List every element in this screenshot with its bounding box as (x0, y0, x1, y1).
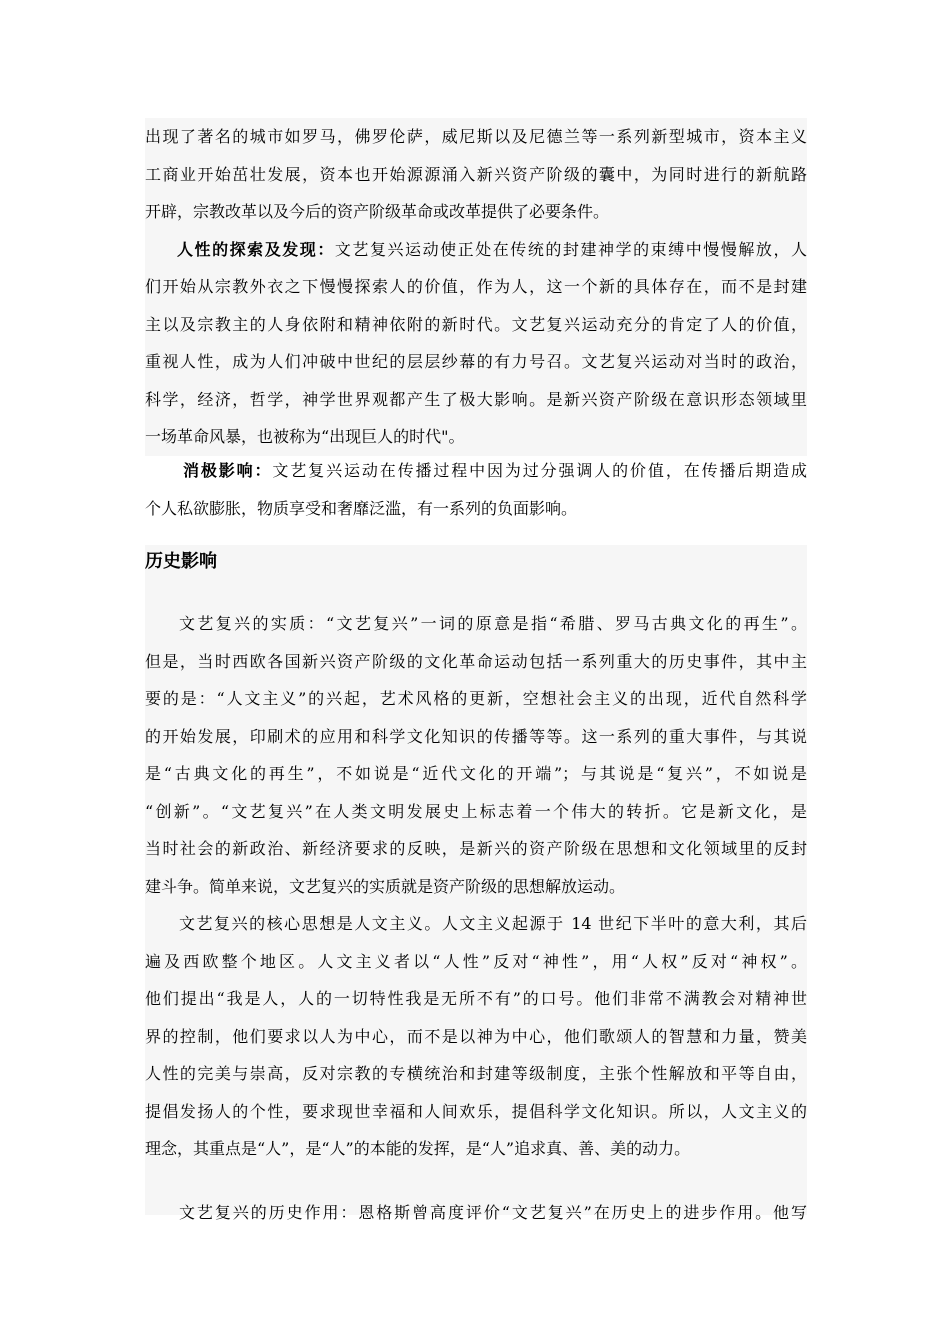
intro-line-1: 出现了著名的城市如罗马，佛罗伦萨，威尼斯以及尼德兰等一系列新型城市，资本主义 (145, 127, 807, 146)
humanism-section (145, 118, 807, 456)
humanity-line-6: 一场革命风暴，也被称为“出现巨人的时代"。 (145, 427, 465, 446)
humanity-line-4: 重视人性，成为人们冲破中世纪的层层纱幕的有力号召。文艺复兴运动对当时的政治， (145, 352, 807, 371)
intro-line-3: 开辟，宗教改革以及今后的资产阶级革命或改革提供了必要条件。 (145, 202, 610, 221)
historical-influence-section (145, 545, 807, 1222)
essence-line-4: 的开始发展，印刷术的应用和科学文化知识的传播等等。这一系列的重大事件，与其说 (145, 726, 807, 746)
essence-line-2: 但是，当时西欧各国新兴资产阶级的文化革命运动包括一系列重大的历史事件，其中主 (145, 651, 807, 671)
humanity-line-3: 主以及宗教主的人身依附和精神依附的新时代。文艺复兴运动充分的肯定了人的价值， (145, 314, 807, 334)
intro-line-2: 工商业开始茁壮发展，资本也开始源源涌入新兴资产阶级的囊中，为同时进行的新航路 (145, 164, 807, 184)
core-line-1: 文艺复兴的核心思想是人文主义。人文主义起源于 14 世纪下半叶的意大利，其后 (179, 914, 807, 933)
negative-paragraph-first-line (145, 452, 807, 490)
negative-first-text: 文艺复兴运动在传播过程中因为过分强调人的价值，在传播后期造成 (272, 461, 807, 480)
essence-line-6: “创新”。“文艺复兴”在人类文明发展史上标志着一个伟大的转折。它是新文化，是 (145, 801, 807, 821)
negative-line-2: 个人私欲膨胀，物质享受和奢靡泛滥，有一系列的负面影响。 (145, 498, 578, 518)
humanity-label: 人性的探索及发现： (177, 239, 335, 259)
core-line-4: 界的控制，他们要求以人为中心，而不是以神为中心，他们歌颂人的智慧和力量，赞美 (145, 1026, 807, 1046)
essence-line-8: 建斗争。简单来说，文艺复兴的实质就是资产阶级的思想解放运动。 (145, 876, 626, 896)
role-line-1: 文艺复兴的历史作用：恩格斯曾高度评价“文艺复兴”在历史上的进步作用。他写 (179, 1202, 807, 1222)
essence-line-7: 当时社会的新政治、新经济要求的反映，是新兴的资产阶级在思想和文化领域里的反封 (145, 839, 807, 858)
core-line-5: 人性的完美与崇高，反对宗教的专横统治和封建等级制度，主张个性解放和平等自由， (145, 1064, 807, 1083)
core-line-7: 理念，其重点是“人”，是“人”的本能的发挥，是“人”追求真、善、美的动力。 (145, 1139, 691, 1158)
humanity-line-5: 科学，经济，哲学，神学世界观都产生了极大影响。是新兴资产阶级在意识形态领域里 (145, 389, 807, 409)
humanity-line-2: 们开始从宗教外衣之下慢慢探索人的价值，作为人，这一个新的具体存在，而不是封建 (145, 277, 807, 296)
negative-label: 消极影响： (183, 461, 273, 480)
section-heading: 历史影响 (145, 551, 217, 572)
humanity-first-text: 文艺复兴运动使正处在传统的封建神学的束缚中慢慢解放，人 (334, 239, 807, 259)
essence-line-3: 要的是：“人文主义”的兴起，艺术风格的更新，空想社会主义的出现，近代自然科学 (145, 689, 807, 708)
humanity-paragraph-first-line (145, 231, 807, 269)
core-line-6: 提倡发扬人的个性，要求现世幸福和人间欢乐，提倡科学文化知识。所以，人文主义的 (145, 1101, 807, 1121)
essence-line-5: 是“古典文化的再生”，不如说是“近代文化的开端”；与其说是“复兴”，不如说是 (145, 764, 807, 783)
core-line-2: 遍及西欧整个地区。人文主义者以“人性”反对“神性”，用“人权”反对“神权”。 (145, 951, 807, 971)
negative-impact-section (145, 452, 807, 527)
essence-line-1: 文艺复兴的实质：“文艺复兴”一词的原意是指“希腊、罗马古典文化的再生”。 (179, 614, 807, 633)
core-line-3: 他们提出“我是人，人的一切特性我是无所不有”的口号。他们非常不满教会对精神世 (145, 989, 807, 1008)
